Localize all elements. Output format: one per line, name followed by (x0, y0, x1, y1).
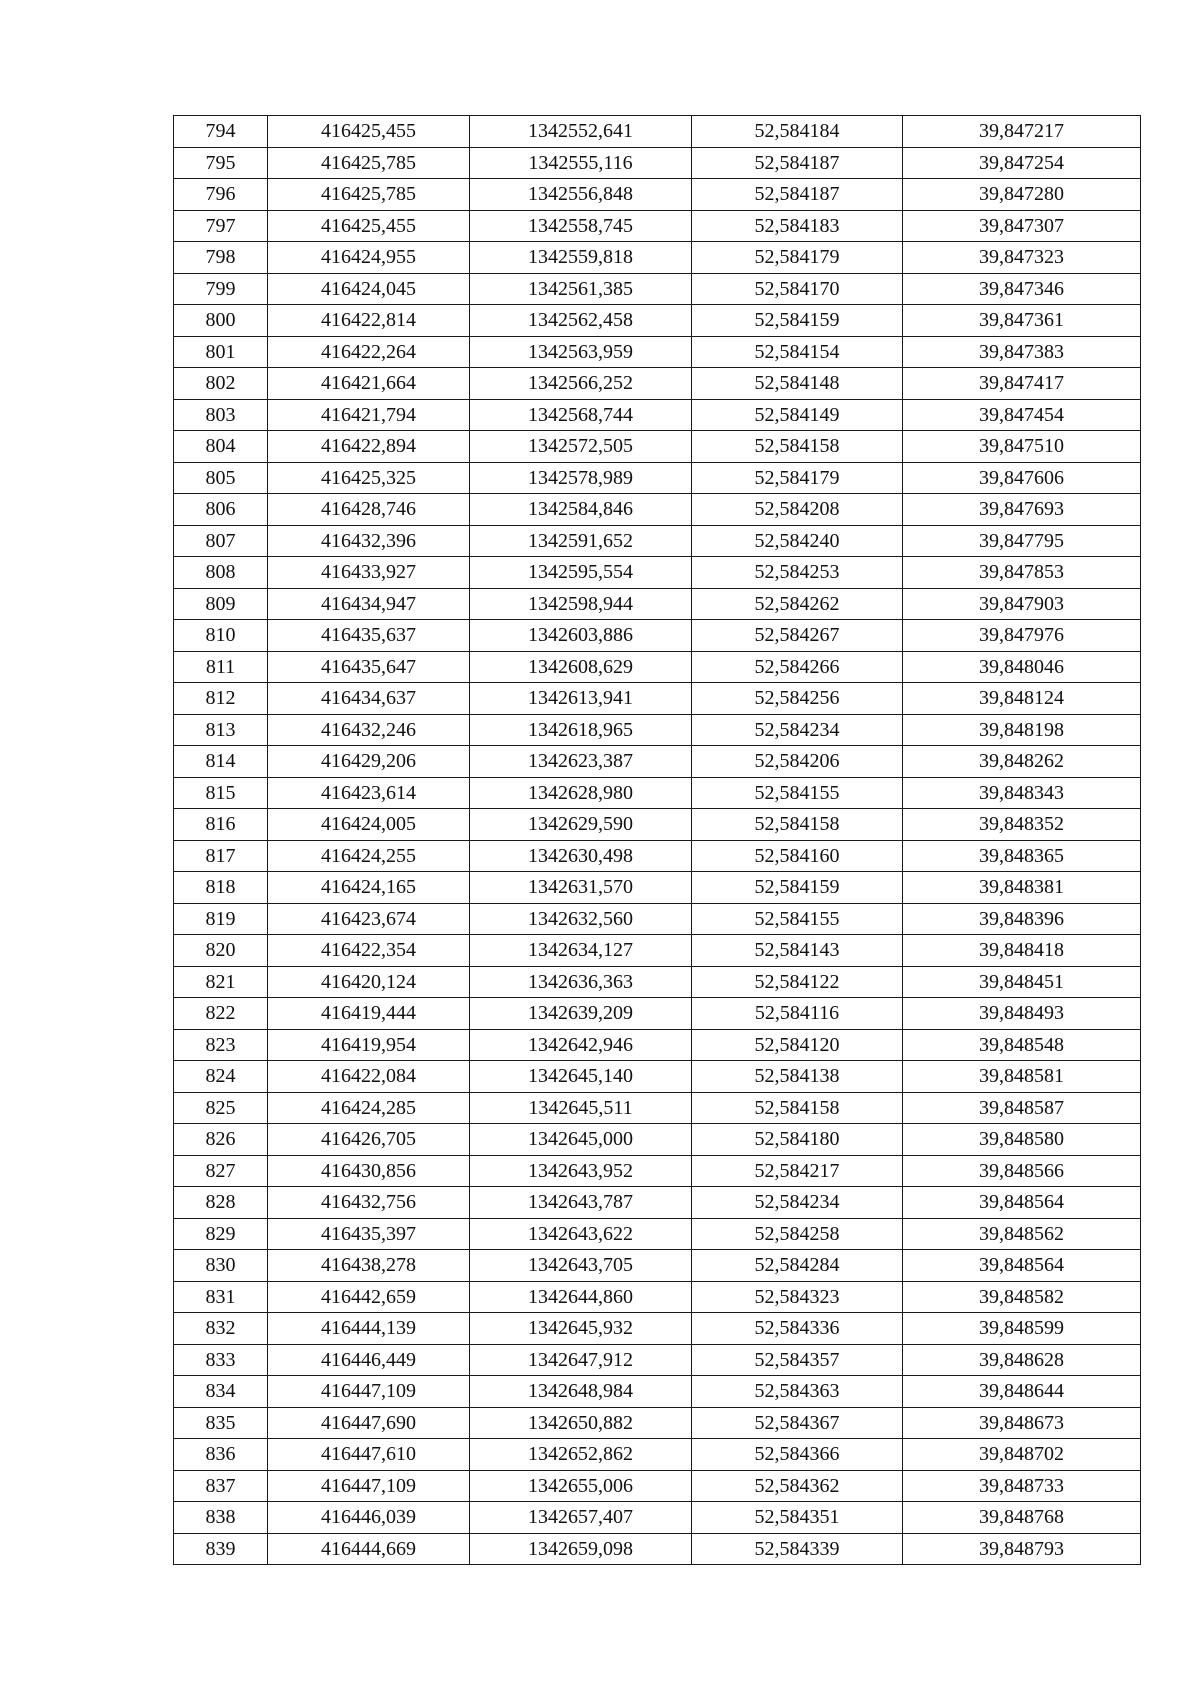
table-row (174, 305, 1141, 337)
cell-longitude: 39,848562 (903, 1218, 1141, 1250)
cell-x-coordinate: 416425,785 (268, 147, 470, 179)
cell-point-number: 822 (174, 998, 268, 1030)
cell-y-coordinate: 1342652,862 (470, 1439, 692, 1471)
cell-point-number: 834 (174, 1376, 268, 1408)
table-row (174, 1250, 1141, 1282)
cell-x-coordinate: 416434,947 (268, 588, 470, 620)
cell-x-coordinate: 416424,045 (268, 273, 470, 305)
cell-y-coordinate: 1342556,848 (470, 179, 692, 211)
cell-latitude: 52,584262 (692, 588, 903, 620)
cell-x-coordinate: 416421,664 (268, 368, 470, 400)
table-row (174, 1470, 1141, 1502)
cell-x-coordinate: 416424,285 (268, 1092, 470, 1124)
cell-y-coordinate: 1342650,882 (470, 1407, 692, 1439)
cell-point-number: 805 (174, 462, 268, 494)
cell-x-coordinate: 416423,674 (268, 903, 470, 935)
table-row (174, 588, 1141, 620)
table-row (174, 494, 1141, 526)
table-row (174, 1092, 1141, 1124)
cell-latitude: 52,584367 (692, 1407, 903, 1439)
cell-point-number: 801 (174, 336, 268, 368)
cell-longitude: 39,848673 (903, 1407, 1141, 1439)
cell-x-coordinate: 416444,139 (268, 1313, 470, 1345)
cell-point-number: 836 (174, 1439, 268, 1471)
cell-point-number: 830 (174, 1250, 268, 1282)
table-row (174, 210, 1141, 242)
cell-longitude: 39,847693 (903, 494, 1141, 526)
cell-x-coordinate: 416424,165 (268, 872, 470, 904)
table-row (174, 683, 1141, 715)
cell-y-coordinate: 1342566,252 (470, 368, 692, 400)
cell-y-coordinate: 1342643,787 (470, 1187, 692, 1219)
cell-point-number: 797 (174, 210, 268, 242)
cell-point-number: 818 (174, 872, 268, 904)
cell-x-coordinate: 416432,246 (268, 714, 470, 746)
cell-point-number: 832 (174, 1313, 268, 1345)
table-row (174, 966, 1141, 998)
cell-longitude: 39,848628 (903, 1344, 1141, 1376)
cell-point-number: 811 (174, 651, 268, 683)
cell-y-coordinate: 1342623,387 (470, 746, 692, 778)
cell-latitude: 52,584159 (692, 305, 903, 337)
cell-point-number: 813 (174, 714, 268, 746)
cell-x-coordinate: 416419,444 (268, 998, 470, 1030)
table-row (174, 1439, 1141, 1471)
cell-latitude: 52,584217 (692, 1155, 903, 1187)
table-row (174, 1407, 1141, 1439)
table-row (174, 840, 1141, 872)
cell-x-coordinate: 416423,614 (268, 777, 470, 809)
cell-x-coordinate: 416447,690 (268, 1407, 470, 1439)
cell-y-coordinate: 1342595,554 (470, 557, 692, 589)
cell-y-coordinate: 1342657,407 (470, 1502, 692, 1534)
cell-x-coordinate: 416425,785 (268, 179, 470, 211)
cell-longitude: 39,847976 (903, 620, 1141, 652)
cell-longitude: 39,847853 (903, 557, 1141, 589)
table-row (174, 179, 1141, 211)
cell-x-coordinate: 416424,955 (268, 242, 470, 274)
cell-longitude: 39,848581 (903, 1061, 1141, 1093)
cell-longitude: 39,847254 (903, 147, 1141, 179)
cell-latitude: 52,584366 (692, 1439, 903, 1471)
cell-longitude: 39,848733 (903, 1470, 1141, 1502)
cell-point-number: 810 (174, 620, 268, 652)
table-row (174, 399, 1141, 431)
cell-y-coordinate: 1342629,590 (470, 809, 692, 841)
cell-latitude: 52,584284 (692, 1250, 903, 1282)
cell-y-coordinate: 1342559,818 (470, 242, 692, 274)
cell-latitude: 52,584149 (692, 399, 903, 431)
cell-point-number: 803 (174, 399, 268, 431)
table-row (174, 116, 1141, 148)
cell-y-coordinate: 1342630,498 (470, 840, 692, 872)
table-row (174, 1218, 1141, 1250)
cell-latitude: 52,584158 (692, 1092, 903, 1124)
table-row (174, 777, 1141, 809)
cell-latitude: 52,584158 (692, 809, 903, 841)
cell-latitude: 52,584351 (692, 1502, 903, 1534)
cell-latitude: 52,584266 (692, 651, 903, 683)
cell-point-number: 807 (174, 525, 268, 557)
cell-x-coordinate: 416429,206 (268, 746, 470, 778)
cell-x-coordinate: 416424,005 (268, 809, 470, 841)
cell-latitude: 52,584138 (692, 1061, 903, 1093)
cell-x-coordinate: 416419,954 (268, 1029, 470, 1061)
cell-latitude: 52,584180 (692, 1124, 903, 1156)
cell-point-number: 839 (174, 1533, 268, 1565)
cell-longitude: 39,848262 (903, 746, 1141, 778)
cell-longitude: 39,848343 (903, 777, 1141, 809)
cell-longitude: 39,847795 (903, 525, 1141, 557)
cell-longitude: 39,848587 (903, 1092, 1141, 1124)
cell-y-coordinate: 1342555,116 (470, 147, 692, 179)
cell-latitude: 52,584159 (692, 872, 903, 904)
cell-longitude: 39,848381 (903, 872, 1141, 904)
cell-latitude: 52,584158 (692, 431, 903, 463)
coordinates-table-body (174, 116, 1141, 1565)
cell-x-coordinate: 416420,124 (268, 966, 470, 998)
table-row (174, 147, 1141, 179)
cell-y-coordinate: 1342648,984 (470, 1376, 692, 1408)
cell-point-number: 800 (174, 305, 268, 337)
cell-latitude: 52,584234 (692, 1187, 903, 1219)
cell-latitude: 52,584187 (692, 147, 903, 179)
cell-x-coordinate: 416438,278 (268, 1250, 470, 1282)
cell-latitude: 52,584208 (692, 494, 903, 526)
table-row (174, 1155, 1141, 1187)
cell-point-number: 795 (174, 147, 268, 179)
cell-point-number: 812 (174, 683, 268, 715)
table-row (174, 1187, 1141, 1219)
cell-point-number: 817 (174, 840, 268, 872)
cell-point-number: 794 (174, 116, 268, 148)
cell-point-number: 833 (174, 1344, 268, 1376)
cell-latitude: 52,584122 (692, 966, 903, 998)
table-row (174, 1344, 1141, 1376)
cell-x-coordinate: 416447,610 (268, 1439, 470, 1471)
cell-longitude: 39,847217 (903, 116, 1141, 148)
cell-latitude: 52,584170 (692, 273, 903, 305)
cell-longitude: 39,847346 (903, 273, 1141, 305)
cell-x-coordinate: 416422,264 (268, 336, 470, 368)
cell-y-coordinate: 1342632,560 (470, 903, 692, 935)
cell-latitude: 52,584116 (692, 998, 903, 1030)
cell-longitude: 39,848418 (903, 935, 1141, 967)
cell-longitude: 39,847383 (903, 336, 1141, 368)
cell-x-coordinate: 416434,637 (268, 683, 470, 715)
cell-x-coordinate: 416447,109 (268, 1470, 470, 1502)
cell-x-coordinate: 416425,455 (268, 116, 470, 148)
cell-longitude: 39,848564 (903, 1250, 1141, 1282)
cell-y-coordinate: 1342628,980 (470, 777, 692, 809)
cell-longitude: 39,848124 (903, 683, 1141, 715)
cell-latitude: 52,584258 (692, 1218, 903, 1250)
cell-longitude: 39,848198 (903, 714, 1141, 746)
cell-longitude: 39,848352 (903, 809, 1141, 841)
cell-latitude: 52,584363 (692, 1376, 903, 1408)
table-row (174, 746, 1141, 778)
table-row (174, 903, 1141, 935)
cell-latitude: 52,584184 (692, 116, 903, 148)
cell-point-number: 825 (174, 1092, 268, 1124)
cell-latitude: 52,584155 (692, 777, 903, 809)
cell-latitude: 52,584267 (692, 620, 903, 652)
cell-longitude: 39,848702 (903, 1439, 1141, 1471)
table-row (174, 1061, 1141, 1093)
cell-longitude: 39,848768 (903, 1502, 1141, 1534)
cell-longitude: 39,847323 (903, 242, 1141, 274)
cell-y-coordinate: 1342645,932 (470, 1313, 692, 1345)
cell-x-coordinate: 416426,705 (268, 1124, 470, 1156)
cell-point-number: 802 (174, 368, 268, 400)
cell-point-number: 796 (174, 179, 268, 211)
cell-y-coordinate: 1342598,944 (470, 588, 692, 620)
cell-latitude: 52,584357 (692, 1344, 903, 1376)
cell-point-number: 838 (174, 1502, 268, 1534)
table-row (174, 1281, 1141, 1313)
cell-y-coordinate: 1342578,989 (470, 462, 692, 494)
cell-y-coordinate: 1342643,705 (470, 1250, 692, 1282)
cell-latitude: 52,584234 (692, 714, 903, 746)
cell-longitude: 39,847454 (903, 399, 1141, 431)
cell-latitude: 52,584160 (692, 840, 903, 872)
cell-x-coordinate: 416447,109 (268, 1376, 470, 1408)
cell-latitude: 52,584179 (692, 242, 903, 274)
cell-x-coordinate: 416430,856 (268, 1155, 470, 1187)
table-row (174, 651, 1141, 683)
table-row (174, 935, 1141, 967)
cell-y-coordinate: 1342618,965 (470, 714, 692, 746)
cell-point-number: 815 (174, 777, 268, 809)
cell-latitude: 52,584336 (692, 1313, 903, 1345)
cell-point-number: 821 (174, 966, 268, 998)
cell-y-coordinate: 1342563,959 (470, 336, 692, 368)
table-row (174, 1502, 1141, 1534)
cell-longitude: 39,848396 (903, 903, 1141, 935)
cell-x-coordinate: 416424,255 (268, 840, 470, 872)
cell-y-coordinate: 1342643,622 (470, 1218, 692, 1250)
cell-y-coordinate: 1342639,209 (470, 998, 692, 1030)
table-row (174, 1533, 1141, 1565)
table-row (174, 525, 1141, 557)
cell-point-number: 806 (174, 494, 268, 526)
cell-y-coordinate: 1342561,385 (470, 273, 692, 305)
cell-y-coordinate: 1342613,941 (470, 683, 692, 715)
cell-x-coordinate: 416442,659 (268, 1281, 470, 1313)
cell-y-coordinate: 1342558,745 (470, 210, 692, 242)
table-row (174, 998, 1141, 1030)
cell-x-coordinate: 416422,354 (268, 935, 470, 967)
cell-y-coordinate: 1342608,629 (470, 651, 692, 683)
cell-point-number: 819 (174, 903, 268, 935)
cell-longitude: 39,848644 (903, 1376, 1141, 1408)
cell-longitude: 39,848493 (903, 998, 1141, 1030)
cell-longitude: 39,848046 (903, 651, 1141, 683)
cell-y-coordinate: 1342584,846 (470, 494, 692, 526)
cell-latitude: 52,584183 (692, 210, 903, 242)
cell-longitude: 39,848451 (903, 966, 1141, 998)
table-row (174, 273, 1141, 305)
cell-latitude: 52,584187 (692, 179, 903, 211)
table-row (174, 368, 1141, 400)
cell-latitude: 52,584339 (692, 1533, 903, 1565)
cell-x-coordinate: 416422,814 (268, 305, 470, 337)
cell-x-coordinate: 416422,084 (268, 1061, 470, 1093)
table-row (174, 1313, 1141, 1345)
cell-y-coordinate: 1342591,652 (470, 525, 692, 557)
cell-point-number: 829 (174, 1218, 268, 1250)
cell-longitude: 39,848793 (903, 1533, 1141, 1565)
cell-x-coordinate: 416425,325 (268, 462, 470, 494)
cell-y-coordinate: 1342645,140 (470, 1061, 692, 1093)
table-row (174, 809, 1141, 841)
cell-y-coordinate: 1342659,098 (470, 1533, 692, 1565)
cell-longitude: 39,847417 (903, 368, 1141, 400)
cell-latitude: 52,584323 (692, 1281, 903, 1313)
cell-point-number: 808 (174, 557, 268, 589)
cell-longitude: 39,847903 (903, 588, 1141, 620)
cell-x-coordinate: 416446,039 (268, 1502, 470, 1534)
cell-longitude: 39,847307 (903, 210, 1141, 242)
cell-y-coordinate: 1342647,912 (470, 1344, 692, 1376)
cell-x-coordinate: 416444,669 (268, 1533, 470, 1565)
cell-point-number: 828 (174, 1187, 268, 1219)
cell-point-number: 826 (174, 1124, 268, 1156)
cell-y-coordinate: 1342636,363 (470, 966, 692, 998)
cell-point-number: 814 (174, 746, 268, 778)
cell-latitude: 52,584256 (692, 683, 903, 715)
table-row (174, 714, 1141, 746)
cell-y-coordinate: 1342631,570 (470, 872, 692, 904)
cell-point-number: 804 (174, 431, 268, 463)
table-row (174, 620, 1141, 652)
cell-y-coordinate: 1342572,505 (470, 431, 692, 463)
cell-x-coordinate: 416421,794 (268, 399, 470, 431)
cell-longitude: 39,847361 (903, 305, 1141, 337)
cell-latitude: 52,584362 (692, 1470, 903, 1502)
cell-y-coordinate: 1342562,458 (470, 305, 692, 337)
cell-longitude: 39,848365 (903, 840, 1141, 872)
cell-latitude: 52,584206 (692, 746, 903, 778)
table-row (174, 557, 1141, 589)
cell-x-coordinate: 416432,396 (268, 525, 470, 557)
cell-point-number: 827 (174, 1155, 268, 1187)
cell-latitude: 52,584148 (692, 368, 903, 400)
table-row (174, 242, 1141, 274)
cell-y-coordinate: 1342634,127 (470, 935, 692, 967)
cell-longitude: 39,848580 (903, 1124, 1141, 1156)
cell-x-coordinate: 416435,647 (268, 651, 470, 683)
cell-y-coordinate: 1342645,511 (470, 1092, 692, 1124)
cell-y-coordinate: 1342568,744 (470, 399, 692, 431)
cell-y-coordinate: 1342655,006 (470, 1470, 692, 1502)
cell-latitude: 52,584155 (692, 903, 903, 935)
cell-latitude: 52,584143 (692, 935, 903, 967)
cell-y-coordinate: 1342552,641 (470, 116, 692, 148)
cell-latitude: 52,584154 (692, 336, 903, 368)
cell-y-coordinate: 1342645,000 (470, 1124, 692, 1156)
cell-x-coordinate: 416422,894 (268, 431, 470, 463)
table-row (174, 431, 1141, 463)
table-row (174, 872, 1141, 904)
table-row (174, 462, 1141, 494)
cell-x-coordinate: 416435,637 (268, 620, 470, 652)
cell-longitude: 39,848566 (903, 1155, 1141, 1187)
table-row (174, 1124, 1141, 1156)
cell-latitude: 52,584240 (692, 525, 903, 557)
cell-point-number: 820 (174, 935, 268, 967)
cell-longitude: 39,847280 (903, 179, 1141, 211)
cell-point-number: 837 (174, 1470, 268, 1502)
cell-y-coordinate: 1342643,952 (470, 1155, 692, 1187)
cell-point-number: 799 (174, 273, 268, 305)
table-row (174, 1029, 1141, 1061)
cell-y-coordinate: 1342642,946 (470, 1029, 692, 1061)
cell-point-number: 835 (174, 1407, 268, 1439)
cell-latitude: 52,584120 (692, 1029, 903, 1061)
cell-point-number: 831 (174, 1281, 268, 1313)
cell-y-coordinate: 1342644,860 (470, 1281, 692, 1313)
table-row (174, 336, 1141, 368)
cell-longitude: 39,848548 (903, 1029, 1141, 1061)
cell-x-coordinate: 416446,449 (268, 1344, 470, 1376)
cell-point-number: 809 (174, 588, 268, 620)
cell-x-coordinate: 416425,455 (268, 210, 470, 242)
cell-longitude: 39,848599 (903, 1313, 1141, 1345)
cell-point-number: 824 (174, 1061, 268, 1093)
cell-longitude: 39,847606 (903, 462, 1141, 494)
cell-point-number: 823 (174, 1029, 268, 1061)
cell-latitude: 52,584253 (692, 557, 903, 589)
cell-point-number: 798 (174, 242, 268, 274)
cell-longitude: 39,847510 (903, 431, 1141, 463)
cell-x-coordinate: 416433,927 (268, 557, 470, 589)
cell-y-coordinate: 1342603,886 (470, 620, 692, 652)
cell-longitude: 39,848582 (903, 1281, 1141, 1313)
cell-latitude: 52,584179 (692, 462, 903, 494)
cell-x-coordinate: 416432,756 (268, 1187, 470, 1219)
cell-point-number: 816 (174, 809, 268, 841)
cell-longitude: 39,848564 (903, 1187, 1141, 1219)
cell-x-coordinate: 416435,397 (268, 1218, 470, 1250)
coordinates-table (173, 115, 1141, 1565)
table-row (174, 1376, 1141, 1408)
cell-x-coordinate: 416428,746 (268, 494, 470, 526)
